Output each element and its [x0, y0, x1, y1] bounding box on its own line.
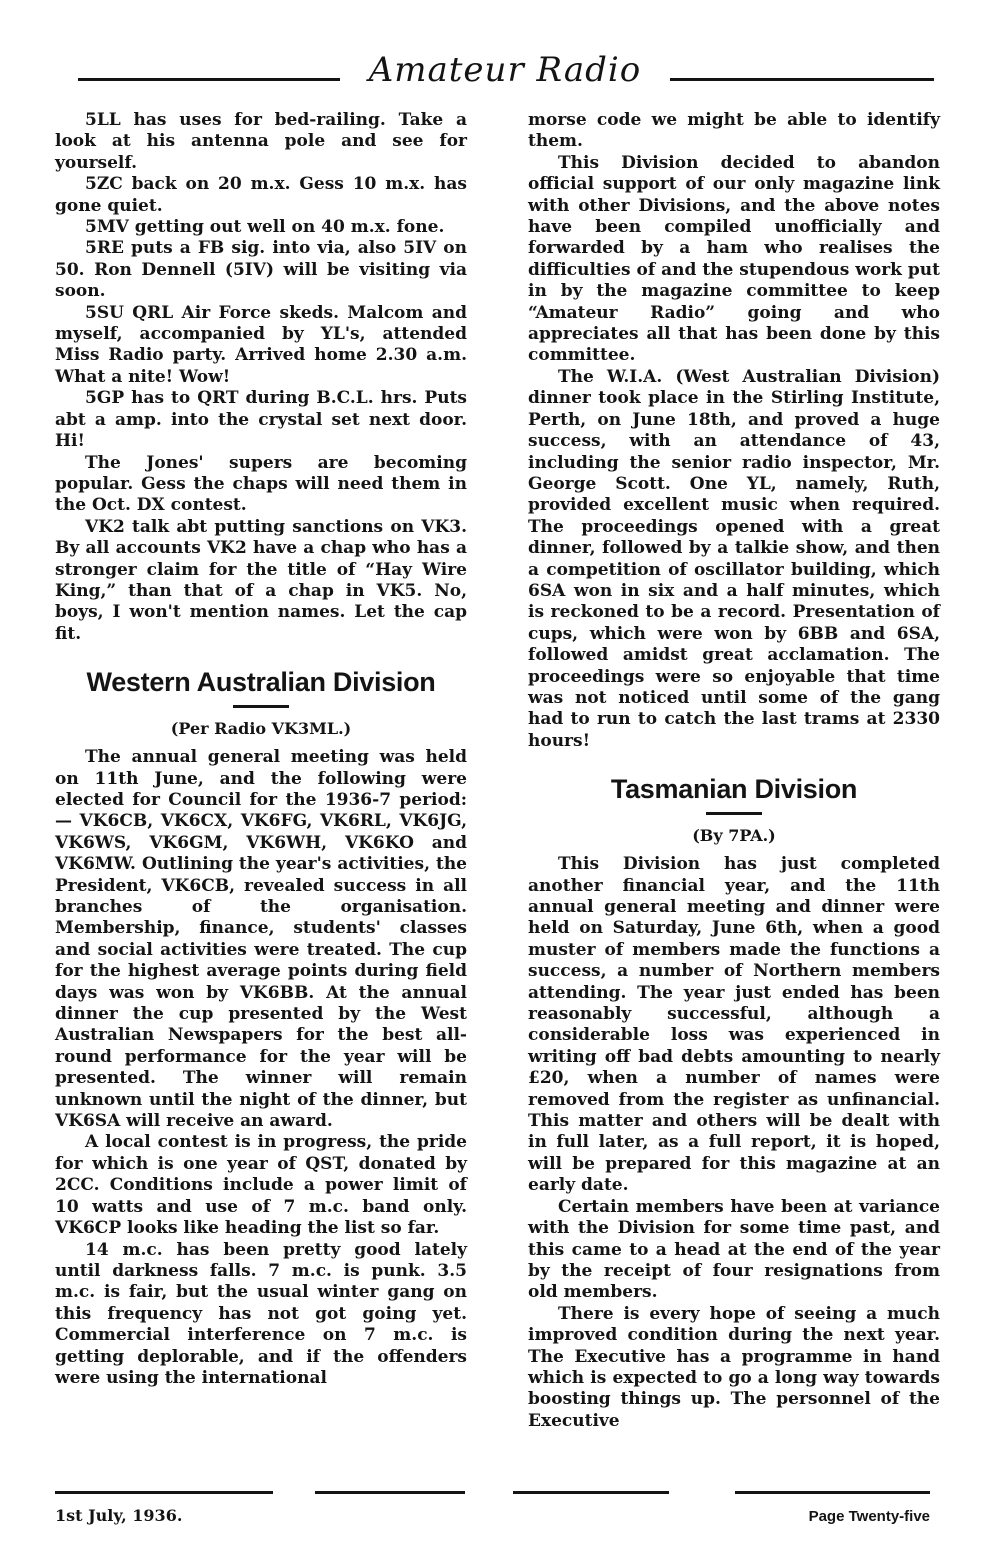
paragraph: VK2 talk abt putting sanctions on VK3. By all accounts VK2 have a chap who has a stronger claim for the title of “Hay Wire King,” than that of a chap in VK5. No, boys, I won't mention names. Let the cap fit. — [55, 516, 467, 644]
paragraph: The annual general meeting was held on 11th June, and the following were elected for Council for the 1936-7 period: — VK6CB, VK6CX, VK6FG, VK6RL, VK6JG, VK6WS, VK6GM, VK6WH, VK6KO and VK6MW. Outlining the year's activities, the President, VK6CB, revealed success in all branches of the organisation. Membership, finance, students' classes and social activities were treated. The cup for the highest average points during field days was won by VK6BB. At the annual dinner the cup presented by the West Australian Newspapers for the best all-round performance for the year will be presented. The winner will remain unknown until the night of the dinner, but VK6SA will receive an award. — [55, 747, 467, 1132]
paragraph: There is every hope of seeing a much improved condition during the next year. The Executive has a programme in hand which is expected to go a long way towards boosting things up. The personnel of the Executive — [528, 1303, 940, 1431]
paragraph: A local contest is in progress, the pride for which is one year of QST, donated by 2CC. Conditions include a power limit of 10 watts and use of 7 m.c. band only. VK6CP looks like heading the list so far. — [55, 1132, 467, 1239]
footer-rule — [315, 1491, 465, 1494]
footer-rule — [55, 1491, 273, 1494]
paragraph: 5ZC back on 20 m.x. Gess 10 m.x. has gone quiet. — [55, 174, 467, 216]
paragraph: 5GP has to QRT during B.C.L. hrs. Puts abt a amp. into the crystal set next door. Hi! — [55, 388, 467, 452]
masthead-rule-right — [670, 78, 934, 81]
right-column — [528, 110, 940, 1432]
paragraph: 5LL has uses for bed-railing. Take a look at his antenna pole and see for yourself. — [55, 110, 467, 173]
footer-page-number: Page Twenty-five — [808, 1508, 930, 1525]
masthead-title: Amateur Radio — [368, 50, 642, 90]
paragraph: Certain members have been at variance with the Division for some time past, and this came to a head at the end of the year by the receipt of four resignations from old members. — [528, 1196, 940, 1303]
paragraph: 14 m.c. has been pretty good lately until darkness falls. 7 m.c. is punk. 3.5 m.c. is fair, but the usual winter gang on this frequency has not got going yet. Commercial interference on 7 m.c. is getting deplorable, and if the offenders were using the international — [55, 1239, 467, 1388]
heading-underline — [233, 705, 289, 708]
section-byline: (Per Radio VK3ML.) — [170, 719, 352, 739]
paragraph: This Division has just completed another financial year, and the 11th annual general meeting and dinner were held on Saturday, June 6th, when a good muster of members made the functions a success, a number of Northern members attending. The year just ended has been reasonably successful, although a considerable loss was experienced in writing off bad debts amounting to nearly £20, when a number of names were removed from the register as unfinancial. This matter and others will be dealt with in full later, as a full report, it is hoped, will be prepared for this magazine at an early date. — [528, 854, 940, 1196]
section-byline: (By 7PA.) — [692, 826, 776, 846]
left-column — [55, 110, 467, 1389]
masthead-rule-left — [78, 78, 340, 81]
heading-underline — [706, 812, 762, 815]
paragraph: The Jones' supers are becoming popular. Gess the chaps will need them in the Oct. DX contest. — [55, 452, 467, 516]
paragraph: 5MV getting out well on 40 m.x. fone. — [85, 217, 445, 238]
paragraph: This Division decided to abandon official support of our only magazine link with other Divisions, and the above notes have been compiled unofficially and forwarded by a ham who realises the difficulties of and the stupendous work put in by the magazine committee to keep “Amateur Radio” going and who appreciates all that has been done by this committee. — [528, 152, 940, 366]
footer-date: 1st July, 1936. — [55, 1506, 183, 1525]
paragraph: The W.I.A. (West Australian Division) dinner took place in the Stirling Institute, Perth, on June 18th, and proved a huge success, with an attendance of 43, including the senior radio inspector, Mr. George Scott. One YL, namely, Ruth, provided excellent music when required. The proceedings opened with a great dinner, followed by a talkie show, and then a competition of oscillator building, which 6SA won in six and a half minutes, which is reckoned to be a record. Presentation of cups, which were won by 6BB and 6SA, followed amidst great acclamation. The proceedings were so enjoyable that time was not noticed until some of the gang had to run to catch the last trams at 2330 hours! — [528, 366, 940, 751]
section-heading-western-australian: Western Australian Division — [86, 667, 436, 698]
paragraph: 5RE puts a FB sig. into via, also 5IV on 50. Ron Dennell (5IV) will be visiting via soon. — [55, 238, 467, 302]
paragraph: morse code we might be able to identify them. — [528, 110, 940, 152]
masthead — [78, 48, 934, 98]
footer-rule — [513, 1491, 669, 1494]
footer-rule — [735, 1491, 930, 1494]
paragraph: 5SU QRL Air Force skeds. Malcom and myself, accompanied by YL's, attended Miss Radio party. Arrived home 2.30 a.m. What a nite! Wow! — [55, 302, 467, 387]
section-heading-tasmanian: Tasmanian Division — [610, 774, 858, 805]
